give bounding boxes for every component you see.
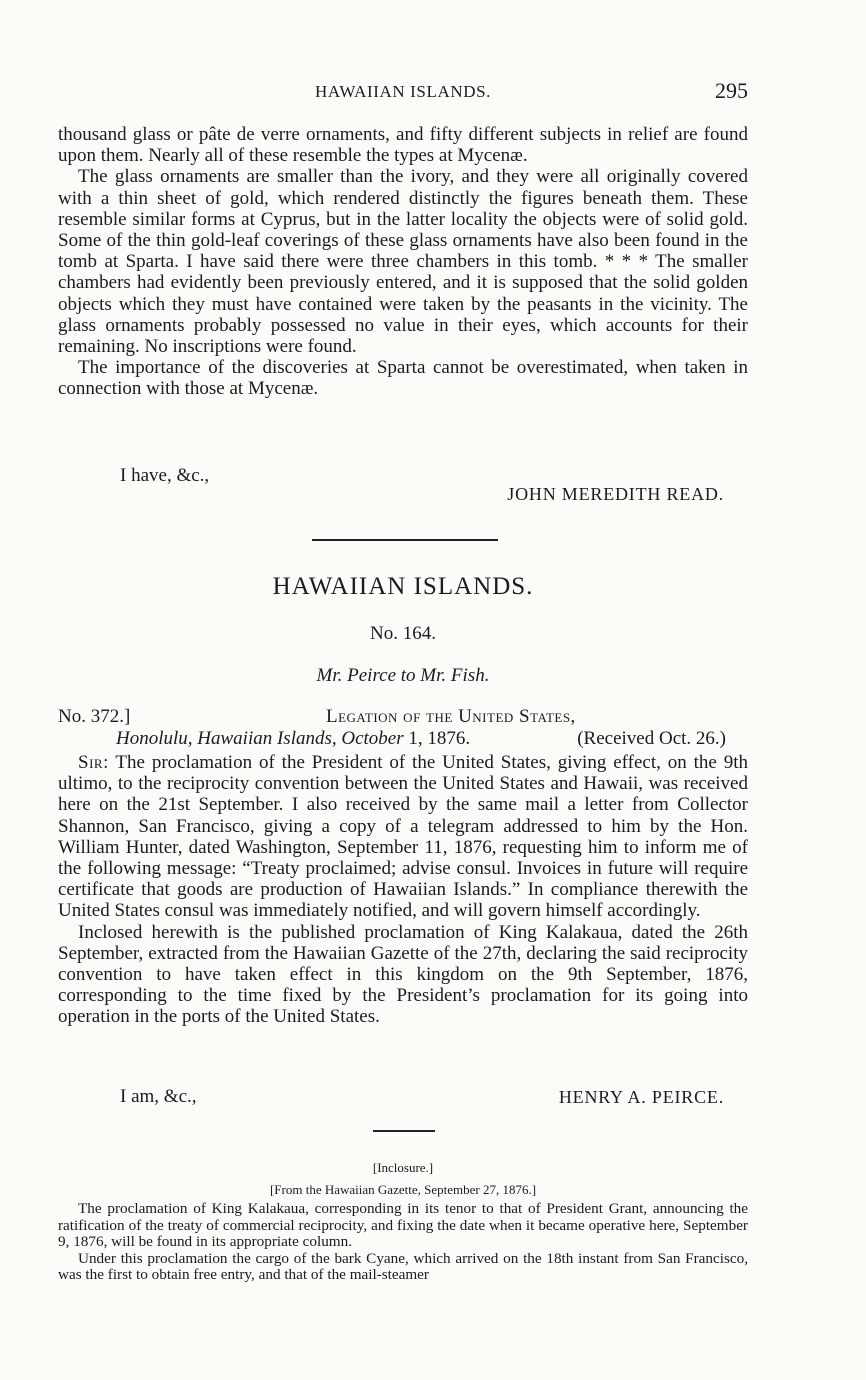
section-title: HAWAIIAN ISLANDS. [272, 573, 534, 600]
received-date: (Received Oct. 26.) [577, 728, 726, 749]
letter-body [58, 752, 748, 1028]
paragraph: The proclamation of King Kalakaua, corresponding in its tenor to that of President Grant, announcing the ratification of the treaty of commercial reciprocity, and fixing the date when it became operative here, September 9, 1876, will be found in its appropriate column. [58, 1200, 748, 1251]
section-divider [312, 539, 498, 541]
dateline [116, 728, 470, 750]
inclosure-body [58, 1201, 748, 1284]
letter-signature: HENRY A. PEIRCE. [558, 1087, 724, 1107]
prior-letter-signature: JOHN MEREDITH READ. [507, 484, 724, 504]
prior-letter-body [58, 124, 748, 400]
paragraph [58, 752, 748, 922]
legation-line: Legation of the United States, [326, 706, 576, 727]
dateline-date: 1, 1876. [408, 728, 471, 749]
paragraph: The glass ornaments are smaller than the ivory, and they were all originally covered with a thin sheet of gold, which rendered distinctly the figures beneath them. These resemble similar forms at Cyprus, but in the latter locality the objects were of solid gold. Some of the thin gold-leaf coverings of these glass ornaments have also been found in the tomb at Sparta. I have said there were three chambers in this tomb. * * * The smaller chambers had evidently been previously entered, and it is supposed that the solid golden objects which they must have contained were taken by the peasants in the vicinity. The glass ornaments probably possessed no value in their eyes, which accounts for their remaining. No inscriptions were found. [58, 166, 748, 358]
paragraph-text: The proclamation of the President of the United States, giving effect, on the 9th ultimo, to the reciprocity convention between the United States and Hawaii, was received here on the 21st September. I also received by the same mail a letter from Collector Shannon, San Francisco, giving a copy of a telegram addressed to him by the Hon. William Hunter, dated Washington, September 11, 1876, requesting him to inform me of the following message: “Treaty proclaimed; advise consul. Invoices in future will require certificate that goods are production of Hawaiian Islands.” In compliance therewith the United States consul was immediately notified, and will govern himself accordingly. [58, 752, 748, 922]
paragraph: The importance of the discoveries at Sparta cannot be overestimated, when taken in connection with those at Mycenæ. [58, 357, 748, 400]
inclosure-label: [Inclosure.] [372, 1160, 434, 1175]
inclosure-source: [From the Hawaiian Gazette, September 27, 1876.] [269, 1182, 537, 1197]
paragraph: Inclosed herewith is the published proclamation of King Kalakaua, dated the 26th September, extracted from the Hawaiian Gazette of the 27th, declaring the said reciprocity convention to have taken effect in this kingdom on the 9th September, 1876, corresponding to the time fixed by the President’s proclamation for its going into operation in the ports of the United States. [58, 921, 748, 1028]
correspondents-heading: Mr. Peirce to Mr. Fish. [316, 665, 490, 686]
reference-number: No. 372.] [58, 706, 131, 727]
letter-closing: I am, &c., [120, 1086, 197, 1107]
prior-letter-closing: I have, &c., [120, 465, 210, 486]
letter-heading [58, 706, 748, 730]
salutation: Sir: [78, 752, 109, 773]
running-title: HAWAIIAN ISLANDS. [315, 82, 491, 101]
paragraph: thousand glass or pâte de verre ornaments, and fifty different subjects in relief are found upon them. Nearly all of these resemble the types at Mycenæ. [58, 124, 748, 167]
page-header [58, 78, 748, 104]
dateline-place: Honolulu, Hawaiian Islands, October [116, 728, 404, 749]
document-number: No. 164. [370, 623, 436, 644]
letter-dateline [58, 728, 748, 752]
page-number: 295 [715, 78, 748, 103]
paragraph: Under this proclamation the cargo of the bark Cyane, which arrived on the 18th instant from San Francisco, was the first to obtain free entry, and that of the mail-steamer [58, 1249, 748, 1284]
inclosure-divider [373, 1130, 435, 1132]
